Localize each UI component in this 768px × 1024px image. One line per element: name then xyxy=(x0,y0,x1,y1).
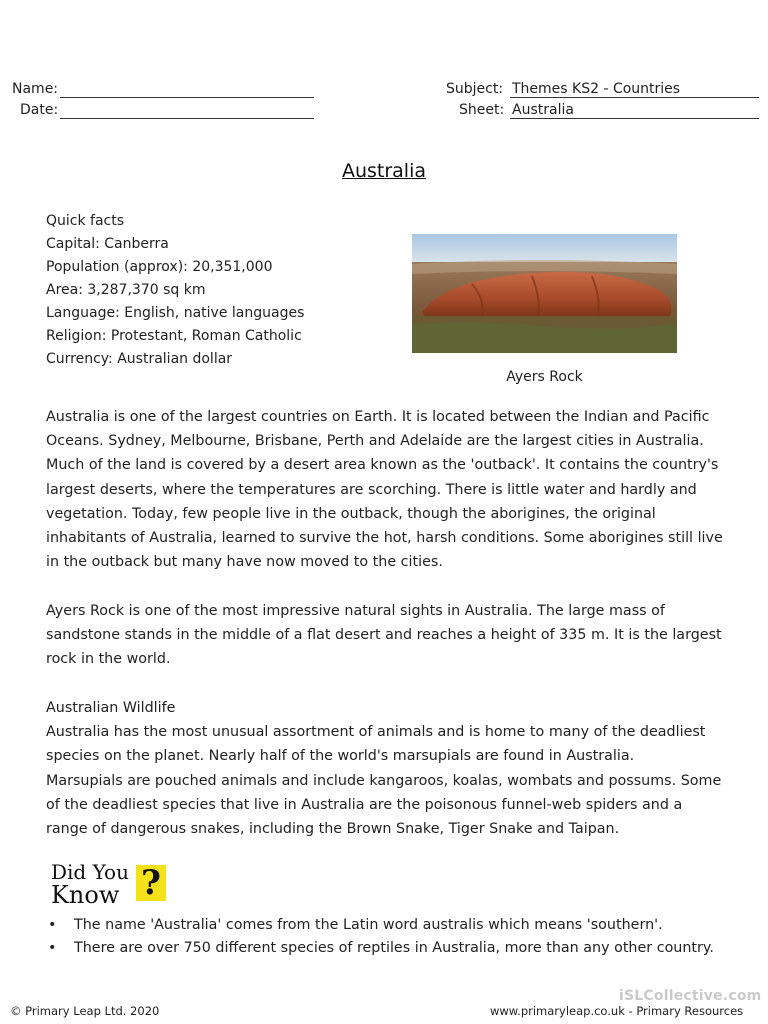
footer-copyright: © Primary Leap Ltd. 2020 xyxy=(10,1004,160,1018)
list-item xyxy=(48,914,714,937)
did-you-know-text xyxy=(51,862,129,907)
did-you-know-logo xyxy=(51,860,167,909)
fact-text: There are over 750 different species of reptiles in Australia, more than any other country. xyxy=(74,940,714,956)
text-line: Australia is one of the largest countries on Earth. It is located between the Indian and Pacific xyxy=(46,409,710,425)
did-you-know-list xyxy=(48,914,714,960)
text-line: of the deadliest species that live in Australia are the poisonous funnel-web spiders and a xyxy=(46,796,683,813)
fact-text: The name 'Australia' comes from the Latin word australis which means 'southern'. xyxy=(74,917,663,933)
date-field[interactable] xyxy=(60,102,314,119)
fact-area: Area: 3,287,370 sq km xyxy=(46,282,206,298)
text-line: Much of the land is covered by a desert area known as the 'outback'. It contains the country's xyxy=(46,457,719,474)
subject-label: Subject: xyxy=(446,81,504,97)
paragraph-ayers-rock xyxy=(46,599,746,672)
did-you-know-line2: Know xyxy=(51,881,120,909)
subject-value: Themes KS2 - Countries xyxy=(510,81,759,98)
paragraph-wildlife xyxy=(46,696,746,841)
quick-facts xyxy=(46,210,304,371)
text-line: rock in the world. xyxy=(46,651,171,668)
text-line: Marsupials are pouched animals and include kangaroos, koalas, wombats and possums. Some xyxy=(46,772,722,789)
list-item xyxy=(48,937,714,960)
text-line: Ayers Rock is one of the most impressive natural sights in Australia. The large mass of xyxy=(46,603,665,619)
fact-language: Language: English, native languages xyxy=(46,305,305,321)
question-mark-icon: ? xyxy=(136,865,166,901)
text-line: Australia has the most unusual assortment of animals and is home to many of the deadliest xyxy=(46,724,706,741)
text-line: largest deserts, where the temperatures are scorching. There is little water and hardly and xyxy=(46,481,697,498)
footer-website: www.primaryleap.co.uk - Primary Resources xyxy=(490,1004,744,1018)
text-line: species on the planet. Nearly half of the world's marsupials are found in Australia. xyxy=(46,748,635,765)
bullet-icon: • xyxy=(48,917,57,933)
page-title: Australia xyxy=(341,160,427,182)
text-line: sandstone stands in the middle of a flat desert and reaches a height of 335 m. It is the largest xyxy=(46,627,722,644)
text-line: vegetation. Today, few people live in the outback, though the aborigines, the original xyxy=(46,505,656,522)
photo-caption: Ayers Rock xyxy=(506,369,583,385)
fact-capital: Capital: Canberra xyxy=(46,236,169,252)
name-label: Name: xyxy=(12,81,59,97)
fact-currency: Currency: Australian dollar xyxy=(46,351,233,367)
fact-religion: Religion: Protestant, Roman Catholic xyxy=(46,328,302,344)
name-field[interactable] xyxy=(60,81,314,98)
quick-facts-heading: Quick facts xyxy=(46,213,125,229)
text-line: inhabitants of Australia, learned to survive the hot, harsh conditions. Some aborigines still live xyxy=(46,530,723,547)
bullet-icon: • xyxy=(48,940,57,956)
did-you-know-line1: Did You xyxy=(51,860,129,884)
paragraph-overview xyxy=(46,405,746,574)
text-line: in the outback but many have now moved to the cities. xyxy=(46,554,443,571)
date-label: Date: xyxy=(20,102,59,118)
sheet-label: Sheet: xyxy=(459,102,505,118)
fact-population: Population (approx): 20,351,000 xyxy=(46,259,273,275)
watermark: iSLCollective.com xyxy=(619,988,762,1004)
text-line: Oceans. Sydney, Melbourne, Brisbane, Perth and Adelaide are the largest cities in Australia. xyxy=(46,433,704,450)
text-line: range of dangerous snakes, including the Brown Snake, Tiger Snake and Taipan. xyxy=(46,821,620,838)
sheet-value: Australia xyxy=(510,102,759,119)
wildlife-heading: Australian Wildlife xyxy=(46,700,176,716)
ayers-rock-photo xyxy=(412,234,677,353)
ayers-rock-illustration xyxy=(412,234,677,353)
